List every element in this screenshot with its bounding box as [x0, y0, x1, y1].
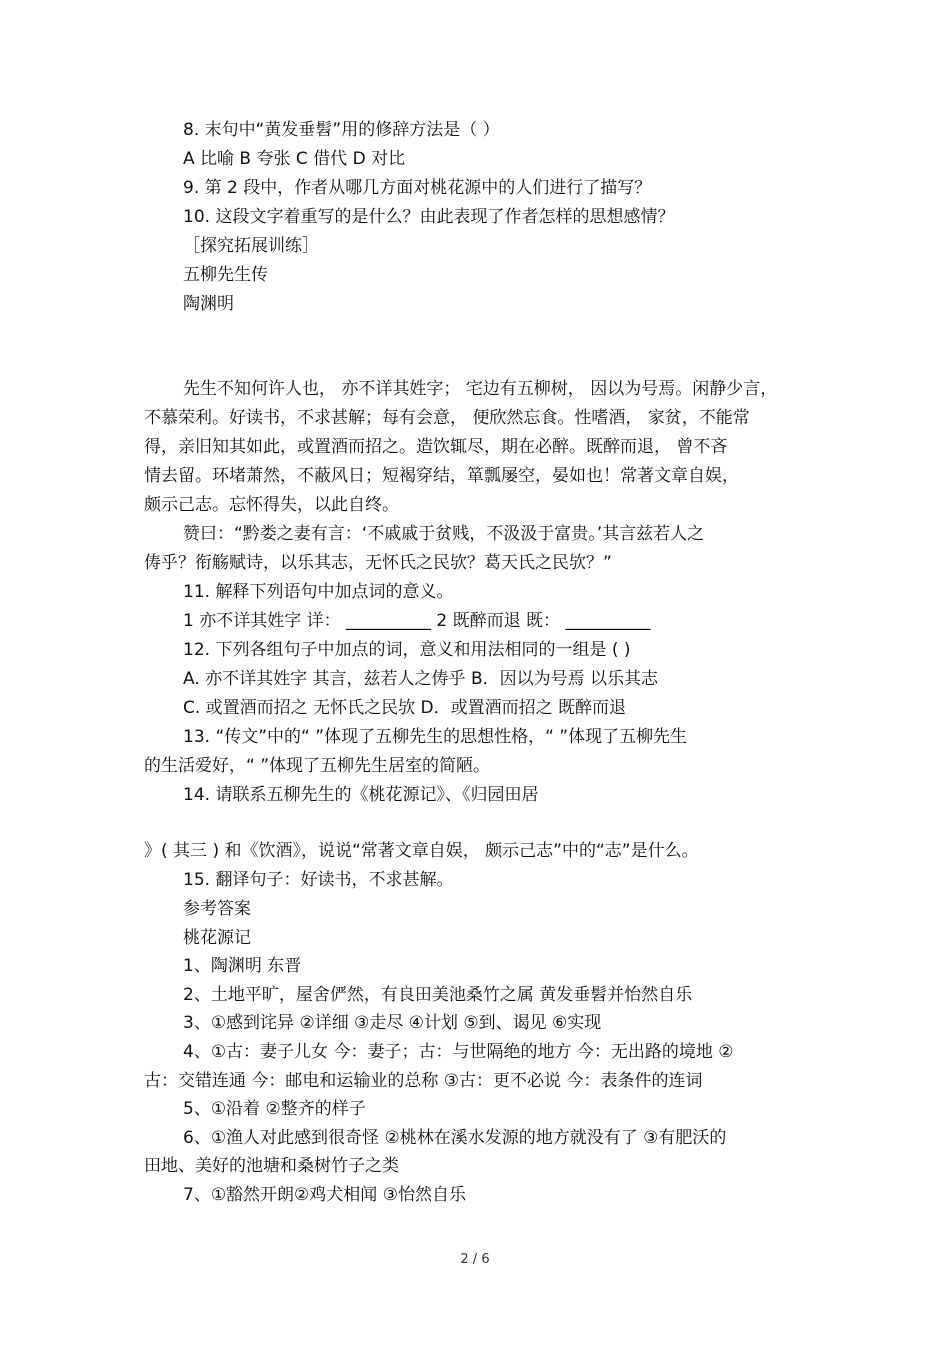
passage-line: 不慕荣利。好读书，不求甚解；每有会意， 便欣然忘食。性嗜酒， 家贫，不能常 — [144, 408, 750, 428]
question-15: 15. 翻译句子：好读书，不求甚解。 — [183, 870, 454, 890]
answer-5: 5、①沿着 ②整齐的样子 — [183, 1099, 366, 1119]
passage-line: 得，亲旧知其如此，或置酒而招之。造饮辄尽，期在必醉。既醉而退， 曾不吝 — [144, 437, 728, 457]
question-10: 10. 这段文字着重写的是什么？由此表现了作者怎样的思想感情？ — [183, 207, 675, 227]
question-13-cont: 的生活爱好，“ ”体现了五柳先生居室的简陋。 — [144, 756, 491, 776]
answers-subheading: 桃花源记 — [183, 928, 251, 948]
answer-4-cont: 古：交错连通 今：邮电和运输业的总称 ③古：更不必说 今：表条件的连词 — [144, 1071, 703, 1091]
answer-3: 3、①感到诧异 ②详细 ③走尽 ④计划 ⑤到、谒见 ⑥实现 — [183, 1013, 602, 1033]
passage-author: 陶渊明 — [183, 294, 234, 314]
question-13: 13. “传文”中的“ ”体现了五柳先生的思想性格，“ ”体现了五柳先生 — [183, 727, 688, 747]
answer-4: 4、①古：妻子儿女 今：妻子；古：与世隔绝的地方 今：无出路的境地 ② — [183, 1042, 734, 1062]
passage-line: 先生不知何许人也， 亦不详其姓字； 宅边有五柳树， 因以为号焉。闲静少言， — [183, 379, 778, 399]
question-12-options-ab: A. 亦不详其姓字 其言，兹若人之俦乎 B．因以为号焉 以乐其志 — [183, 669, 659, 689]
passage-line: 赞曰：“黔娄之妻有言：‘不戚戚于贫贱，不汲汲于富贵。’其言兹若人之 — [183, 524, 705, 544]
answer-7: 7、①豁然开朗②鸡犬相闻 ③怡然自乐 — [183, 1185, 466, 1205]
passage-line: 情去留。环堵萧然，不蔽风日；短褐穿结，箪瓢屡空，晏如也！常著文章自娱， — [144, 466, 739, 486]
question-8-options: A 比喻 B 夸张 C 借代 D 对比 — [183, 149, 406, 169]
question-11: 11. 解释下列语句中加点词的意义。 — [183, 582, 454, 602]
question-8: 8. 末句中“黄发垂髫”用的修辞方法是（ ） — [183, 120, 500, 140]
question-14: 14. 请联系五柳先生的《桃花源记》、《归园田居 — [183, 785, 539, 805]
page-number: 2 / 6 — [460, 1252, 490, 1267]
question-12: 12. 下列各组句子中加点的词，意义和用法相同的一组是 ( ) — [183, 640, 631, 660]
answer-1: 1、陶渊明 东晋 — [183, 956, 302, 976]
passage-line: 颇示己志。忘怀得失，以此自终。 — [144, 495, 399, 515]
passage-line: 俦乎？衔觞赋诗，以乐其志，无怀氏之民欤？葛天氏之民欤？” — [144, 553, 612, 573]
answer-6-cont: 田地、美好的池塘和桑树竹子之类 — [144, 1156, 399, 1176]
answer-2: 2、土地平旷，屋舍俨然，有良田美池桑竹之属 黄发垂髫并怡然自乐 — [183, 985, 693, 1005]
question-9: 9. 第 2 段中，作者从哪几方面对桃花源中的人们进行了描写？ — [183, 178, 652, 198]
passage-title: 五柳先生传 — [183, 265, 268, 285]
section-heading: ［探究拓展训练］ — [183, 236, 319, 256]
question-14-cont: 》( 其三 ) 和《饮酒》，说说“常著文章自娱， 颇示己志”中的“志”是什么。 — [144, 841, 699, 861]
answer-6: 6、①渔人对此感到很奇怪 ②桃林在溪水发源的地方就没有了 ③有肥沃的 — [183, 1128, 727, 1148]
question-12-options-cd: C. 或置酒而招之 无怀氏之民欤 D．或置酒而招之 既醉而退 — [183, 698, 626, 718]
question-11-blanks: 1 亦不详其姓字 详： __________ 2 既醉而退 既： __________ — [183, 611, 651, 631]
answers-heading: 参考答案 — [183, 899, 251, 919]
